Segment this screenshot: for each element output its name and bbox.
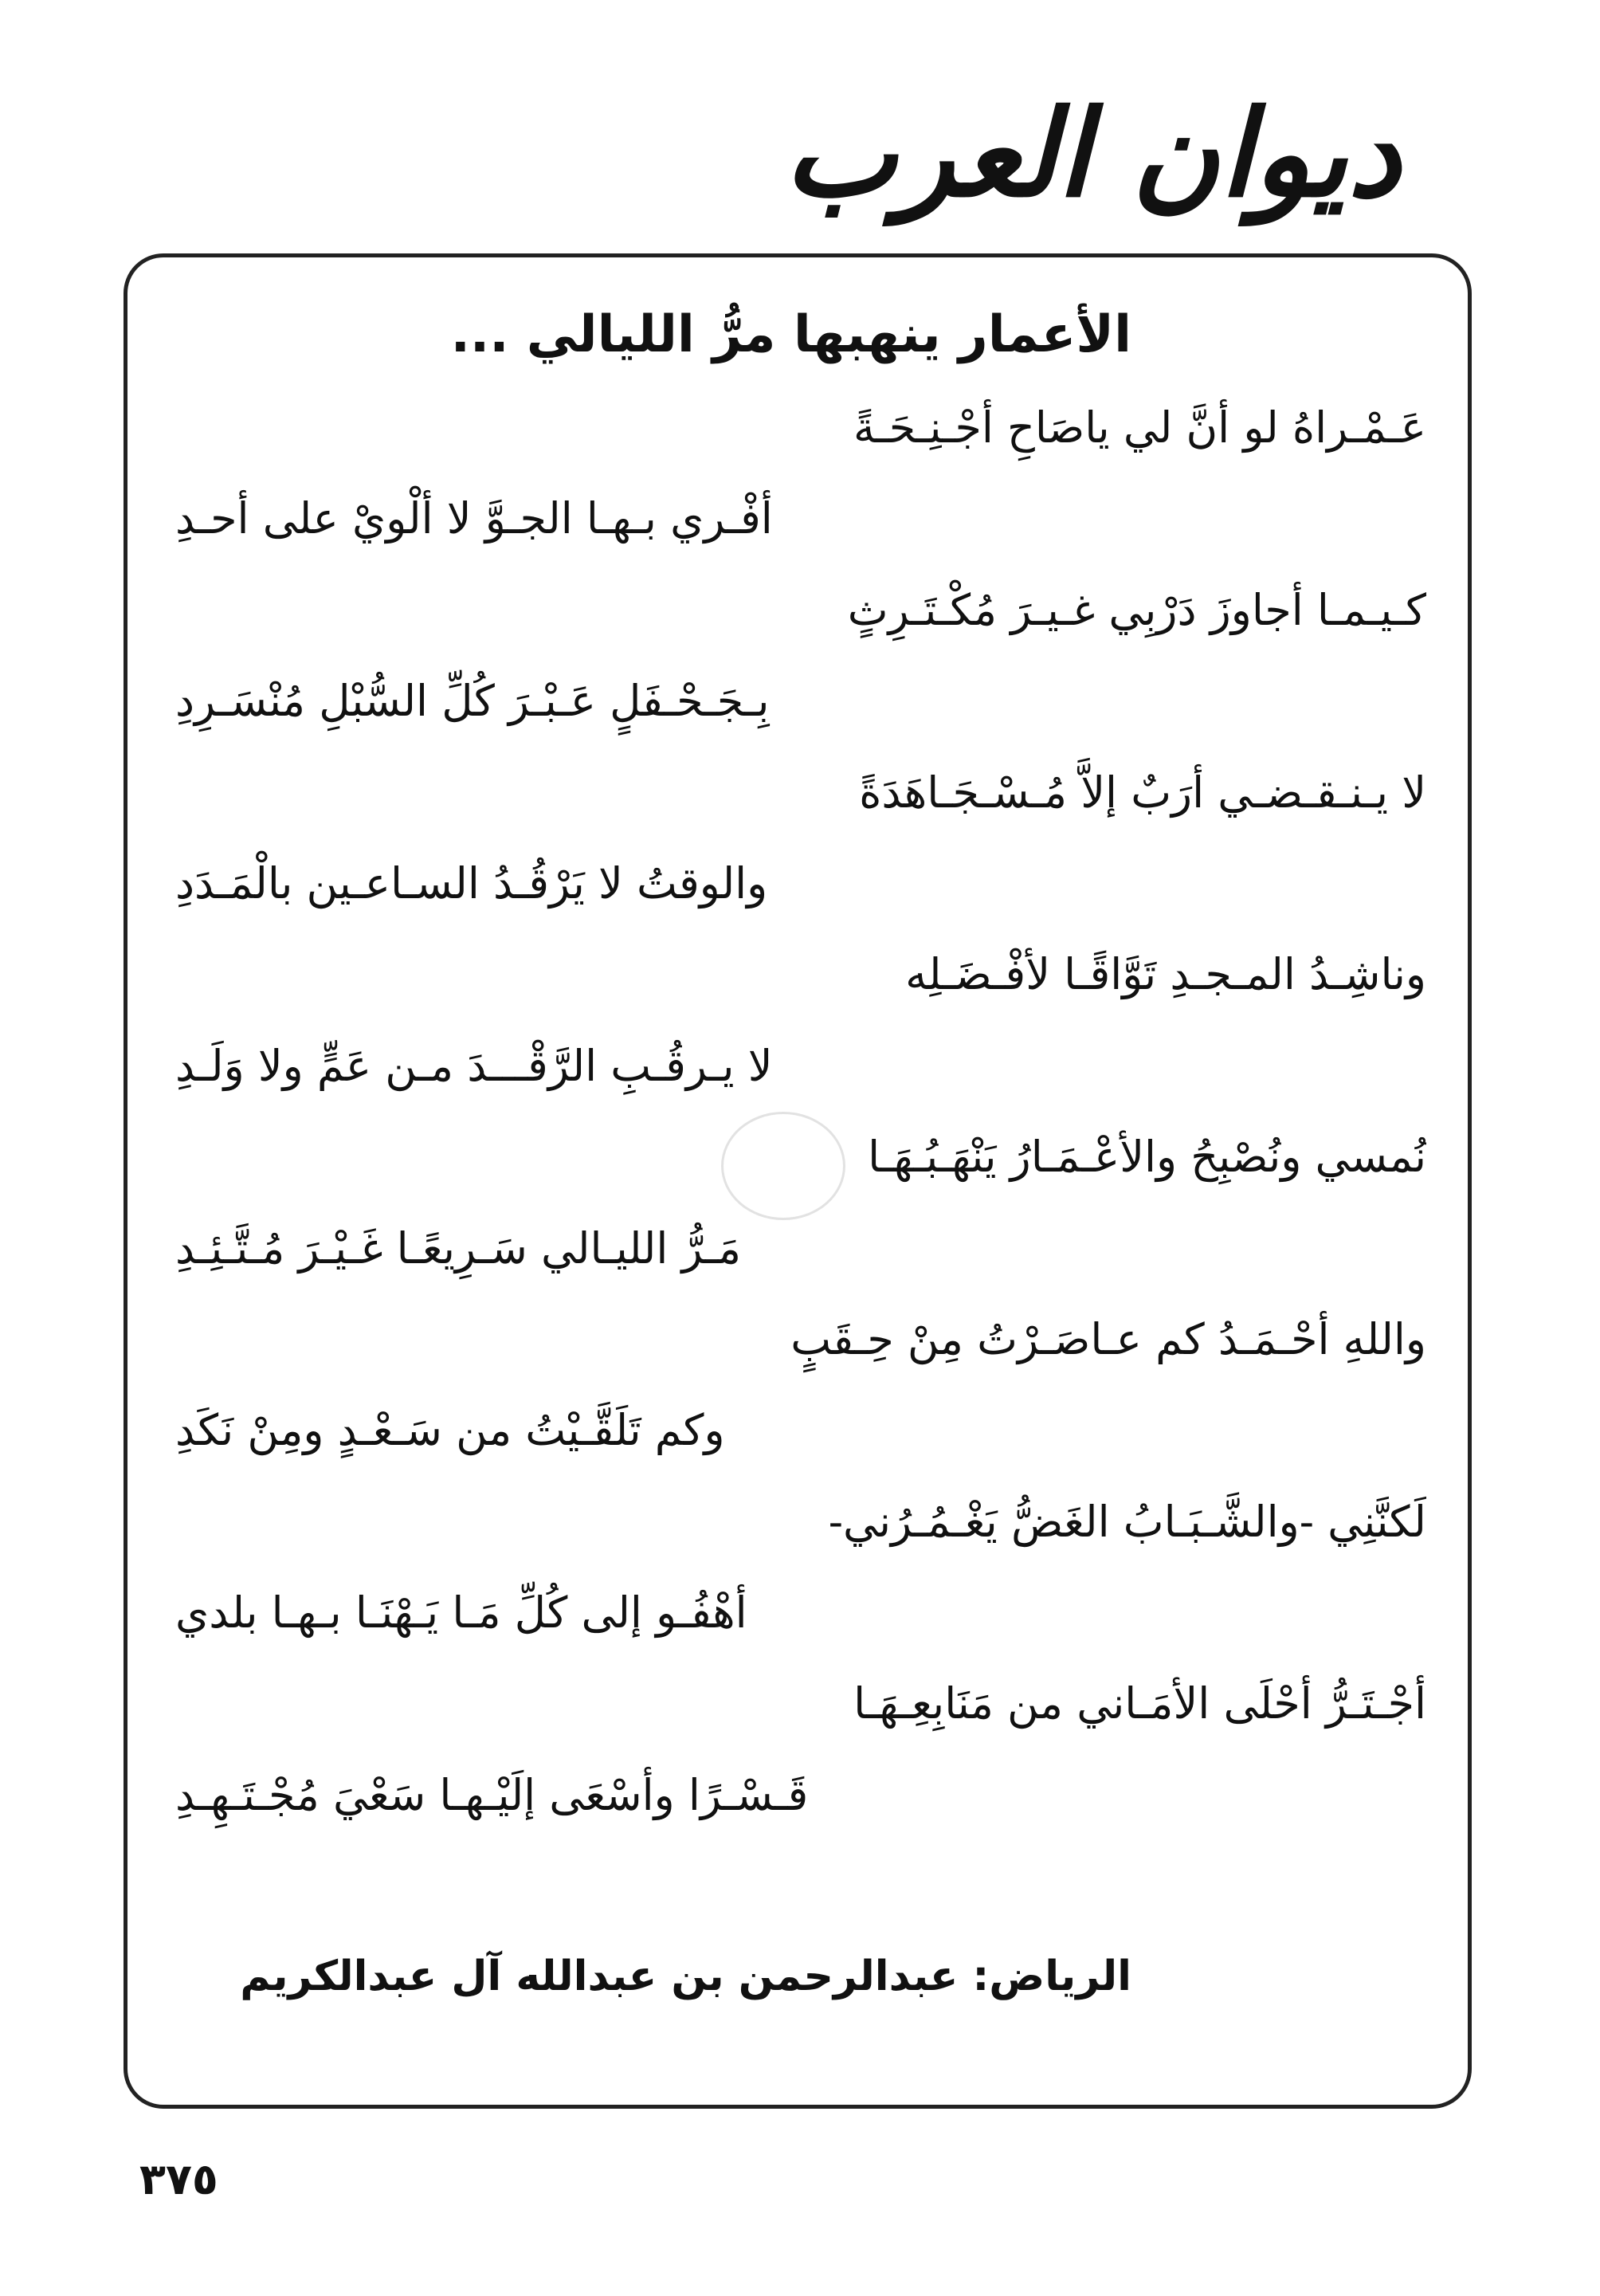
header-logo: ديوان العرب bbox=[784, 84, 1401, 224]
verse-line: بِـجَـحْـفَلٍ عَـبْـرَ كُلِّ السُّبْلِ مُنْسَـرِدِ bbox=[175, 676, 770, 727]
verse-line: لا يـرقُـبِ الرَّقْـــدَ مـن عَمٍّ ولا وَلَـدِ bbox=[175, 1040, 773, 1091]
poem-title: الأعمار ينهبها مرُّ الليالي ... bbox=[450, 305, 1131, 364]
page-number: ٣٧٥ bbox=[139, 2154, 218, 2204]
verse-line: واللهِ أحْـمَـدُ كم عـاصَـرْتُ مِنْ حِـقَبٍ bbox=[790, 1313, 1426, 1364]
verse-line: أهْفُـو إلى كُلِّ مَـا يَـهْنَـا بـهـا بلدي bbox=[175, 1588, 747, 1639]
verse-line: نُمسي ونُصْبِحُ والأعْـمَـارُ يَنْهَـبُـهَـا bbox=[868, 1132, 1426, 1183]
verse-line: أفْـري بـهـا الجـوَّ لا ألْويْ على أحـدِ bbox=[175, 493, 773, 544]
verse-line: أجْـتَـرُّ أحْلَى الأمَـاني من مَنَابِعِـهَـا bbox=[853, 1678, 1426, 1729]
verse-line: وناشِـدُ المـجـدِ تَوَّاقًـا لأفْـضَـلِه bbox=[905, 949, 1426, 1000]
verse-line: كـيـمـا أجاوزَ دَرْبِي غـيـرَ مُكْـتَـرِثٍ bbox=[847, 584, 1426, 635]
verse-line: عَـمْـراهُ لو أنَّ لي ياصَاحِ أجْـنِـحَـةً bbox=[853, 402, 1426, 453]
verse-line: لا يـنـقـضـي أرَبٌ إلاَّ مُـسْـجَـاهَدَةً bbox=[859, 767, 1426, 818]
verse-line: والوقتُ لا يَرْقُـدُ السـاعـين بالْمَـدَدِ bbox=[175, 858, 768, 909]
author-signature: الرياض: عبدالرحمن بن عبدالله آل عبدالكريم bbox=[240, 1953, 1131, 2000]
verse-line: لَكنَّنِي -والشَّـبَـابُ الغَضُّ يَغْـمُـرُني- bbox=[828, 1496, 1426, 1547]
verse-line: قَـسْـرًا وأسْعَى إلَيْـهـا سَعْيَ مُجْـتَـهِـدِ bbox=[175, 1769, 809, 1820]
poem-verses bbox=[175, 383, 1426, 1841]
verse-line: مَـرُّ الليـالي سَـرِيعًـا غَـيْـرَ مُـتَّـئِـدِ bbox=[175, 1223, 742, 1274]
verse-line: وكم تَلَقَّـيْتُ من سَـعْـدٍ ومِنْ نَكَدِ bbox=[175, 1405, 725, 1456]
